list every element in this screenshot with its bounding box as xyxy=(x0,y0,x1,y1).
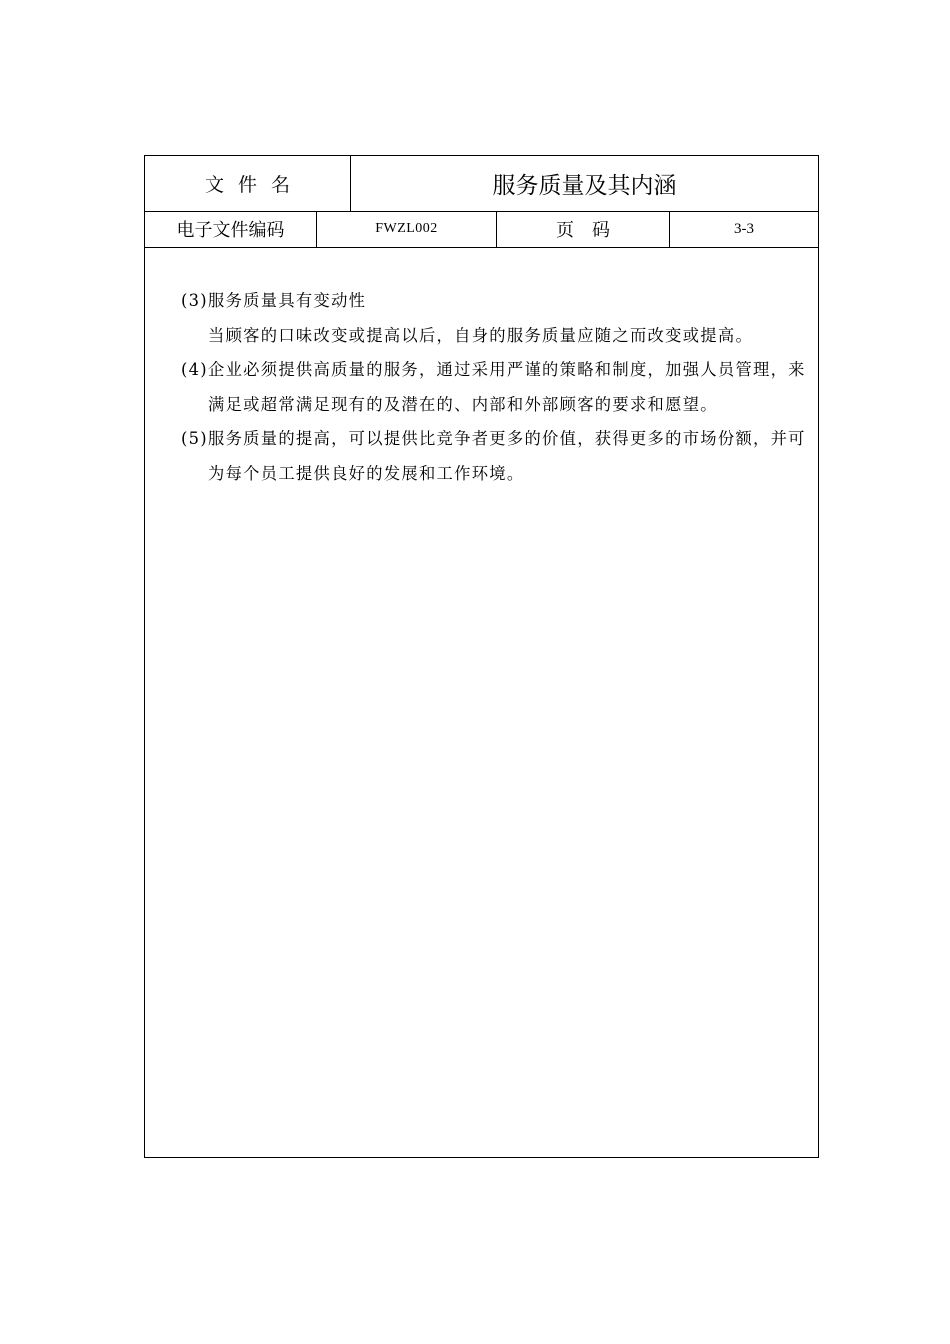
document-body xyxy=(181,284,811,491)
page-value: 3-3 xyxy=(734,220,754,237)
header-row-code xyxy=(145,211,818,248)
filename-value: 服务质量及其内涵 xyxy=(492,173,677,199)
item-4 xyxy=(181,353,811,422)
code-value: FWZL002 xyxy=(317,211,497,247)
item-5-number: (5) xyxy=(181,429,208,448)
code-label: 电子文件编码 xyxy=(145,211,317,247)
item-3-number: (3) xyxy=(181,291,208,310)
item-3-title: 服务质量具有变动性 xyxy=(208,291,367,310)
item-3-body: 当顾客的口味改变或提高以后，自身的服务质量应随之而改变或提高。 xyxy=(208,325,754,345)
document-frame xyxy=(144,155,819,1158)
item-5 xyxy=(181,422,811,491)
header-row-filename xyxy=(145,156,818,212)
item-3 xyxy=(181,284,811,319)
page-label: 页码 xyxy=(497,211,670,247)
item-4-number: (4) xyxy=(181,360,208,379)
item-5-text: 服务质量的提高，可以提供比竞争者更多的价值，获得更多的市场份额，并可为每个员工提供良好的发展和工作环境。 xyxy=(208,429,806,483)
filename-label: 文件名 xyxy=(145,156,351,211)
item-4-text: 企业必须提供高质量的服务，通过采用严谨的策略和制度，加强人员管理，来满足或超常满足现有的及潜在的、内部和外部顾客的要求和愿望。 xyxy=(208,360,806,414)
